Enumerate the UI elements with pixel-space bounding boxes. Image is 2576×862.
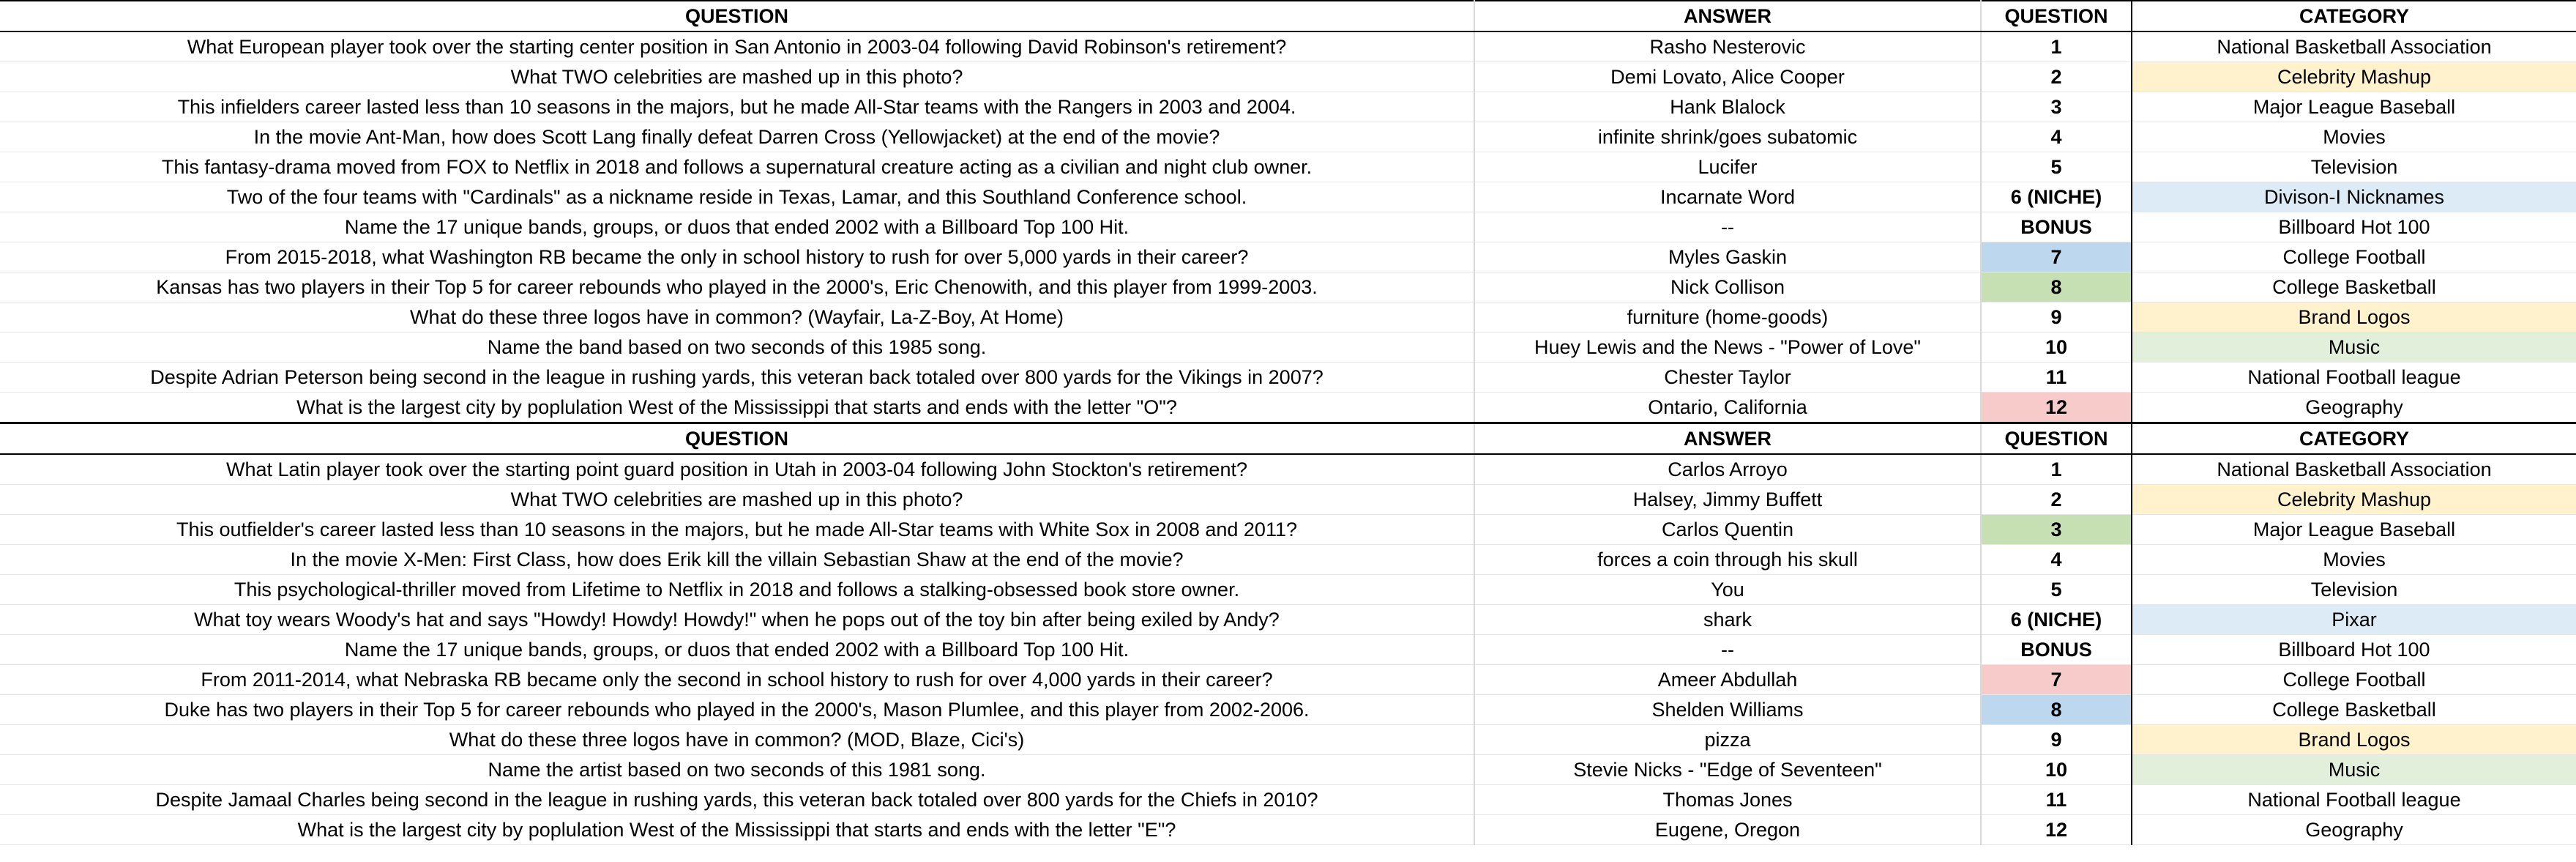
question-cell[interactable]: Kansas has two players in their Top 5 for career rebounds who played in the 2000's, Eric Chenowith, and this player from 1999-2003.: [0, 272, 1474, 302]
answer-cell[interactable]: infinite shrink/goes subatomic: [1474, 122, 1981, 152]
table-row: [0, 815, 2576, 845]
table-row: [0, 545, 2576, 575]
category-cell[interactable]: College Basketball: [2132, 695, 2576, 725]
answer-cell[interactable]: Lucifer: [1474, 152, 1981, 182]
table-row: [0, 302, 2576, 332]
question-number-cell[interactable]: 9: [1981, 302, 2132, 332]
question-cell[interactable]: This outfielder's career lasted less than 10 seasons in the majors, but he made All-Star teams with White Sox in 2008 and 2011?: [0, 515, 1474, 545]
question-number-cell[interactable]: 6 (NICHE): [1981, 182, 2132, 212]
question-cell[interactable]: What European player took over the starting center position in San Antonio in 2003-04 following David Robinson's retirement?: [0, 31, 1474, 62]
question-cell[interactable]: In the movie Ant-Man, how does Scott Lang finally defeat Darren Cross (Yellowjacket) at the end of the movie?: [0, 122, 1474, 152]
header-category[interactable]: CATEGORY: [2132, 423, 2576, 455]
question-cell[interactable]: From 2011-2014, what Nebraska RB became only the second in school history to rush for over 4,000 yards in their career?: [0, 665, 1474, 695]
answer-cell[interactable]: Rasho Nesterovic: [1474, 31, 1981, 62]
answer-cell[interactable]: --: [1474, 212, 1981, 242]
table-row: [0, 152, 2576, 182]
category-cell[interactable]: Divison-I Nicknames: [2132, 182, 2576, 212]
table-row: [0, 92, 2576, 122]
category-cell[interactable]: Music: [2132, 332, 2576, 363]
category-cell[interactable]: Movies: [2132, 122, 2576, 152]
question-cell[interactable]: What TWO celebrities are mashed up in this photo?: [0, 62, 1474, 92]
table-row: [0, 182, 2576, 212]
question-number-cell[interactable]: BONUS: [1981, 212, 2132, 242]
question-cell[interactable]: Two of the four teams with "Cardinals" as a nickname reside in Texas, Lamar, and this Southland Conference school.: [0, 182, 1474, 212]
category-cell[interactable]: College Football: [2132, 665, 2576, 695]
table-row: [0, 605, 2576, 635]
question-number-cell[interactable]: 12: [1981, 393, 2132, 423]
answer-cell[interactable]: Ameer Abdullah: [1474, 665, 1981, 695]
answer-cell[interactable]: Ontario, California: [1474, 393, 1981, 423]
category-cell[interactable]: National Basketball Association: [2132, 31, 2576, 62]
table-row: [0, 485, 2576, 515]
question-number-cell[interactable]: 6 (NICHE): [1981, 605, 2132, 635]
table-row: [0, 454, 2576, 485]
table-row: [0, 575, 2576, 605]
question-cell[interactable]: Despite Adrian Peterson being second in the league in rushing yards, this veteran back totaled over 800 yards for the Vikings in 2007?: [0, 363, 1474, 393]
category-cell[interactable]: Geography: [2132, 393, 2576, 423]
question-cell[interactable]: From 2015-2018, what Washington RB became the only in school history to rush for over 5,000 yards in their career?: [0, 242, 1474, 272]
question-cell[interactable]: What is the largest city by poplulation West of the Mississippi that starts and ends with the letter "O"?: [0, 393, 1474, 423]
category-cell[interactable]: Major League Baseball: [2132, 515, 2576, 545]
category-cell[interactable]: National Football league: [2132, 363, 2576, 393]
answer-cell[interactable]: Shelden Williams: [1474, 695, 1981, 725]
table-row: [0, 695, 2576, 725]
category-cell[interactable]: Music: [2132, 755, 2576, 785]
category-cell[interactable]: College Basketball: [2132, 272, 2576, 302]
question-number-cell[interactable]: 4: [1981, 545, 2132, 575]
header-answer[interactable]: ANSWER: [1474, 423, 1981, 455]
question-number-cell[interactable]: 5: [1981, 152, 2132, 182]
table-row: [0, 755, 2576, 785]
question-number-cell[interactable]: 1: [1981, 454, 2132, 485]
table-row: [0, 122, 2576, 152]
answer-cell[interactable]: furniture (home-goods): [1474, 302, 1981, 332]
category-cell[interactable]: Movies: [2132, 545, 2576, 575]
question-number-cell[interactable]: 11: [1981, 363, 2132, 393]
answer-cell[interactable]: Halsey, Jimmy Buffett: [1474, 485, 1981, 515]
category-cell[interactable]: Billboard Hot 100: [2132, 635, 2576, 665]
question-cell[interactable]: Despite Jamaal Charles being second in the league in rushing yards, this veteran back totaled over 800 yards for the Chiefs in 2010?: [0, 785, 1474, 815]
question-number-cell[interactable]: 9: [1981, 725, 2132, 755]
table-row: [0, 31, 2576, 62]
table-row: [0, 242, 2576, 272]
answer-cell[interactable]: Incarnate Word: [1474, 182, 1981, 212]
question-cell[interactable]: This psychological-thriller moved from Lifetime to Netflix in 2018 and follows a stalking-obsessed book store owner.: [0, 575, 1474, 605]
answer-cell[interactable]: You: [1474, 575, 1981, 605]
category-cell[interactable]: Brand Logos: [2132, 725, 2576, 755]
answer-cell[interactable]: --: [1474, 635, 1981, 665]
question-cell[interactable]: Name the 17 unique bands, groups, or duos that ended 2002 with a Billboard Top 100 Hit.: [0, 212, 1474, 242]
table-row: [0, 212, 2576, 242]
question-number-cell[interactable]: 12: [1981, 815, 2132, 845]
category-cell[interactable]: Celebrity Mashup: [2132, 62, 2576, 92]
answer-cell[interactable]: Chester Taylor: [1474, 363, 1981, 393]
header-row-set2: [0, 423, 2576, 455]
question-cell[interactable]: What toy wears Woody's hat and says "Howdy! Howdy! Howdy!" when he pops out of the toy bin after being exiled by Andy?: [0, 605, 1474, 635]
question-cell[interactable]: Name the artist based on two seconds of this 1981 song.: [0, 755, 1474, 785]
header-category[interactable]: CATEGORY: [2132, 1, 2576, 31]
question-cell[interactable]: In the movie X-Men: First Class, how does Erik kill the villain Sebastian Shaw at the end of the movie?: [0, 545, 1474, 575]
answer-cell[interactable]: Hank Blalock: [1474, 92, 1981, 122]
question-number-cell[interactable]: 10: [1981, 755, 2132, 785]
question-cell[interactable]: What TWO celebrities are mashed up in this photo?: [0, 485, 1474, 515]
table-row: [0, 393, 2576, 423]
answer-cell[interactable]: shark: [1474, 605, 1981, 635]
category-cell[interactable]: Television: [2132, 152, 2576, 182]
question-number-cell[interactable]: BONUS: [1981, 635, 2132, 665]
category-cell[interactable]: Pixar: [2132, 605, 2576, 635]
question-cell[interactable]: Duke has two players in their Top 5 for career rebounds who played in the 2000's, Mason Plumlee, and this player from 2002-2006.: [0, 695, 1474, 725]
header-question-number[interactable]: QUESTION: [1981, 1, 2132, 31]
question-cell[interactable]: This infielders career lasted less than 10 seasons in the majors, but he made All-Star teams with the Rangers in 2003 and 2004.: [0, 92, 1474, 122]
table-row: [0, 635, 2576, 665]
category-cell[interactable]: Celebrity Mashup: [2132, 485, 2576, 515]
answer-cell[interactable]: Stevie Nicks - "Edge of Seventeen": [1474, 755, 1981, 785]
answer-cell[interactable]: Huey Lewis and the News - "Power of Love": [1474, 332, 1981, 363]
category-cell[interactable]: National Basketball Association: [2132, 454, 2576, 485]
question-number-cell[interactable]: 5: [1981, 575, 2132, 605]
question-cell[interactable]: Name the 17 unique bands, groups, or duos that ended 2002 with a Billboard Top 100 Hit.: [0, 635, 1474, 665]
question-number-cell[interactable]: 4: [1981, 122, 2132, 152]
question-number-cell[interactable]: 3: [1981, 515, 2132, 545]
question-number-cell[interactable]: 11: [1981, 785, 2132, 815]
question-number-cell[interactable]: 10: [1981, 332, 2132, 363]
category-cell[interactable]: Geography: [2132, 815, 2576, 845]
header-row-set1: [0, 1, 2576, 31]
answer-cell[interactable]: Thomas Jones: [1474, 785, 1981, 815]
question-number-cell[interactable]: 2: [1981, 62, 2132, 92]
table-row: [0, 62, 2576, 92]
answer-cell[interactable]: Nick Collison: [1474, 272, 1981, 302]
table-row: [0, 725, 2576, 755]
question-number-cell[interactable]: 1: [1981, 31, 2132, 62]
header-question[interactable]: QUESTION: [0, 423, 1474, 455]
table-row: [0, 363, 2576, 393]
header-question-number[interactable]: QUESTION: [1981, 423, 2132, 455]
category-cell[interactable]: Major League Baseball: [2132, 92, 2576, 122]
table-row: [0, 785, 2576, 815]
question-cell[interactable]: What do these three logos have in common? (Wayfair, La-Z-Boy, At Home): [0, 302, 1474, 332]
question-number-cell[interactable]: 7: [1981, 242, 2132, 272]
question-cell[interactable]: What is the largest city by poplulation West of the Mississippi that starts and ends with the letter "E"?: [0, 815, 1474, 845]
header-question[interactable]: QUESTION: [0, 1, 1474, 31]
category-cell[interactable]: Brand Logos: [2132, 302, 2576, 332]
answer-cell[interactable]: Demi Lovato, Alice Cooper: [1474, 62, 1981, 92]
answer-cell[interactable]: Eugene, Oregon: [1474, 815, 1981, 845]
question-number-cell[interactable]: 3: [1981, 92, 2132, 122]
question-number-cell[interactable]: 8: [1981, 695, 2132, 725]
category-cell[interactable]: Television: [2132, 575, 2576, 605]
category-cell[interactable]: Billboard Hot 100: [2132, 212, 2576, 242]
question-cell[interactable]: What do these three logos have in common? (MOD, Blaze, Cici's): [0, 725, 1474, 755]
question-cell[interactable]: This fantasy-drama moved from FOX to Netflix in 2018 and follows a supernatural creature acting as a civilian and night club owner.: [0, 152, 1474, 182]
table-row: [0, 332, 2576, 363]
question-number-cell[interactable]: 2: [1981, 485, 2132, 515]
answer-cell[interactable]: Carlos Arroyo: [1474, 454, 1981, 485]
category-cell[interactable]: College Football: [2132, 242, 2576, 272]
answer-cell[interactable]: pizza: [1474, 725, 1981, 755]
question-number-cell[interactable]: 7: [1981, 665, 2132, 695]
question-cell[interactable]: Name the band based on two seconds of this 1985 song.: [0, 332, 1474, 363]
question-number-cell[interactable]: 8: [1981, 272, 2132, 302]
answer-cell[interactable]: Myles Gaskin: [1474, 242, 1981, 272]
table-row: [0, 665, 2576, 695]
header-answer[interactable]: ANSWER: [1474, 1, 1981, 31]
category-cell[interactable]: National Football league: [2132, 785, 2576, 815]
table-row: [0, 515, 2576, 545]
answer-cell[interactable]: forces a coin through his skull: [1474, 545, 1981, 575]
answer-cell[interactable]: Carlos Quentin: [1474, 515, 1981, 545]
table-row: [0, 272, 2576, 302]
question-cell[interactable]: What Latin player took over the starting point guard position in Utah in 2003-04 following John Stockton's retirement?: [0, 454, 1474, 485]
